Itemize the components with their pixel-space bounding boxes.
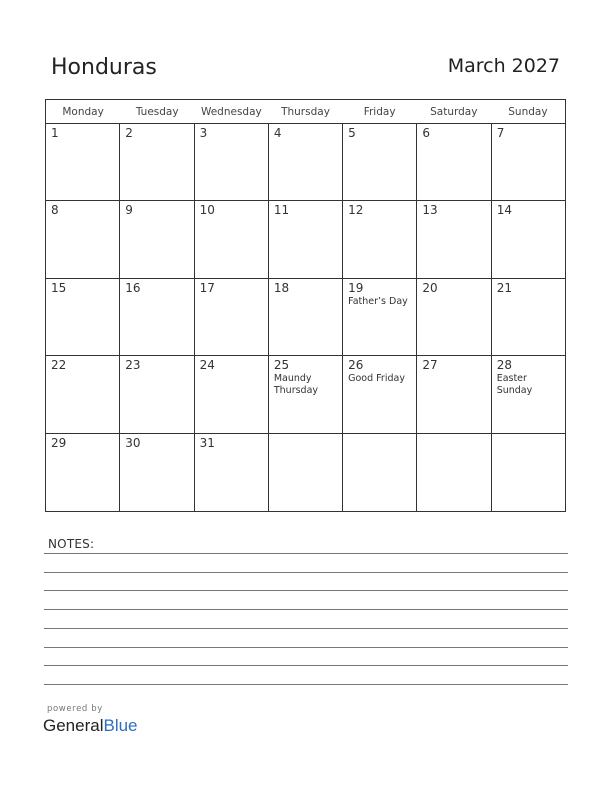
note-line — [44, 572, 568, 573]
day-number: 26 — [348, 358, 364, 373]
week-row — [46, 356, 565, 433]
day-cell — [269, 356, 343, 432]
day-cell — [492, 124, 565, 200]
day-cell — [417, 279, 491, 355]
day-cell — [195, 279, 269, 355]
weekday-friday: Friday — [363, 105, 396, 118]
day-cell — [343, 201, 417, 277]
weekday-tuesday: Tuesday — [135, 105, 179, 118]
generalblue-logo — [43, 716, 138, 736]
weekday-header-row — [46, 100, 565, 124]
weekday-thursday: Thursday — [281, 105, 330, 118]
day-number: 16 — [125, 280, 141, 295]
day-number: 29 — [51, 435, 67, 450]
calendar-grid — [45, 99, 566, 512]
day-number: 4 — [273, 126, 282, 140]
day-cell — [195, 124, 269, 200]
day-cell — [269, 124, 343, 200]
note-line — [44, 609, 568, 610]
logo-general: General — [43, 716, 104, 735]
note-line — [44, 684, 568, 685]
day-cell — [195, 201, 269, 277]
weekday-monday: Monday — [62, 105, 104, 118]
weekday-saturday: Saturday — [430, 105, 478, 118]
notes-label: NOTES: — [48, 537, 95, 551]
day-number: 20 — [422, 280, 438, 295]
day-number: 13 — [422, 203, 438, 218]
holiday-label: Easter Sunday — [496, 373, 533, 397]
day-cell — [343, 356, 417, 432]
day-cell — [46, 201, 120, 277]
day-cell — [417, 356, 491, 432]
day-number: 5 — [348, 126, 356, 140]
day-cell — [417, 124, 491, 200]
weekday-sunday: Sunday — [508, 105, 548, 118]
day-number: 8 — [51, 203, 59, 218]
day-cell — [120, 356, 194, 432]
week-row — [46, 279, 565, 356]
month-title: March 2027 — [447, 55, 560, 77]
day-cell — [492, 434, 565, 511]
day-cell — [195, 434, 269, 511]
day-cell — [492, 356, 565, 432]
day-number: 24 — [199, 358, 215, 373]
note-line — [44, 553, 568, 554]
day-number: 21 — [496, 280, 512, 295]
day-cell — [120, 124, 194, 200]
day-cell — [269, 434, 343, 511]
day-number: 14 — [496, 203, 512, 218]
note-line — [44, 590, 568, 591]
day-cell — [343, 434, 417, 511]
weekday-wednesday: Wednesday — [200, 105, 262, 118]
day-number: 9 — [125, 203, 133, 218]
day-cell — [46, 356, 120, 432]
day-number: 6 — [422, 126, 431, 140]
day-cell — [120, 201, 194, 277]
week-row — [46, 201, 565, 278]
day-cell — [120, 279, 194, 355]
note-line — [44, 647, 568, 648]
day-cell — [492, 279, 565, 355]
day-cell — [46, 434, 120, 511]
day-number: 10 — [199, 203, 215, 218]
day-cell — [343, 124, 417, 200]
country-title: Honduras — [51, 55, 157, 80]
day-number: 18 — [273, 280, 290, 295]
day-cell — [343, 279, 417, 355]
day-cell — [269, 279, 343, 355]
week-row — [46, 124, 565, 201]
day-number: 27 — [422, 358, 438, 373]
day-number: 1 — [51, 126, 59, 140]
day-number: 2 — [125, 126, 133, 140]
day-cell — [120, 434, 194, 511]
week-row — [46, 434, 565, 511]
day-number: 7 — [496, 126, 505, 140]
day-number: 31 — [199, 435, 215, 450]
day-cell — [417, 201, 491, 277]
day-number: 22 — [51, 358, 67, 373]
day-cell — [195, 356, 269, 432]
note-line — [44, 665, 568, 666]
day-cell — [492, 201, 565, 277]
day-number: 28 — [496, 358, 512, 373]
day-number: 15 — [51, 280, 67, 295]
day-cell — [46, 279, 120, 355]
holiday-label: Father’s Day — [348, 295, 408, 307]
day-cell — [417, 434, 491, 511]
note-line — [44, 628, 568, 629]
day-number: 25 — [273, 358, 290, 373]
day-number: 11 — [273, 203, 290, 218]
holiday-label: Good Friday — [348, 373, 405, 385]
logo-blue: Blue — [103, 716, 138, 735]
day-cell — [269, 201, 343, 277]
day-number: 19 — [348, 280, 364, 295]
day-number: 23 — [125, 358, 141, 373]
day-cell — [46, 124, 120, 200]
powered-by-text: powered by — [47, 704, 103, 714]
day-number: 3 — [199, 126, 208, 140]
holiday-label: Maundy Thursday — [273, 373, 319, 397]
day-number: 30 — [125, 435, 141, 450]
day-number: 17 — [199, 280, 215, 295]
day-number: 12 — [348, 203, 364, 218]
